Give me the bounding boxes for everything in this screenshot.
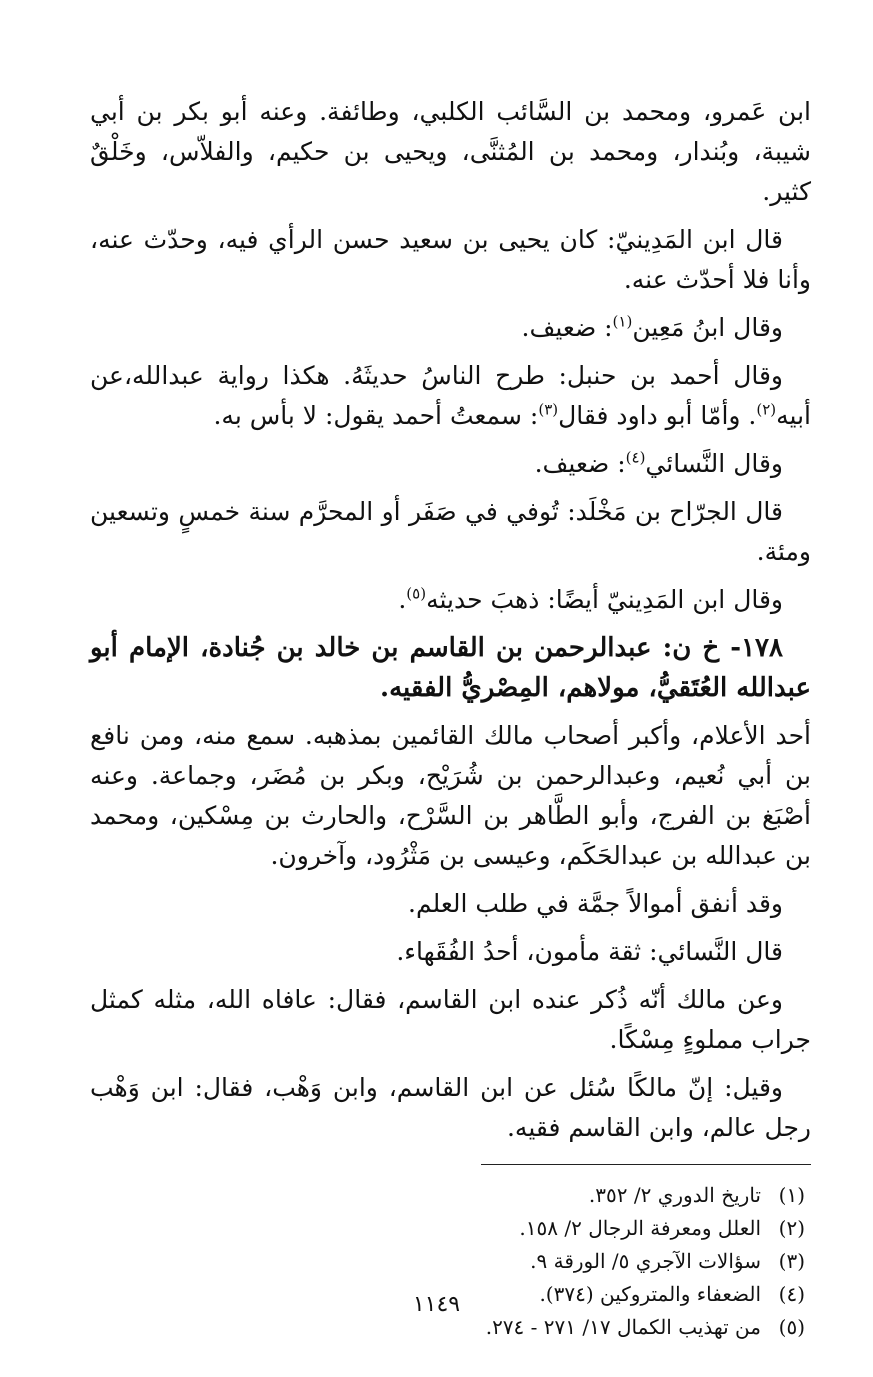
paragraph: قال الجرّاح بن مَخْلَد: تُوفي في صَفَر أو المحرَّم سنة خمسٍ وتسعين ومئة. xyxy=(90,497,811,566)
footnote-number: (٣) xyxy=(778,1249,805,1273)
footnote-ref[interactable]: (٥) xyxy=(406,584,427,603)
paragraph xyxy=(90,580,811,620)
paragraph-text: . وأمّا أبو داود فقال xyxy=(558,401,757,430)
footnote-ref[interactable]: (٣) xyxy=(538,400,559,419)
footnote-text: تاريخ الدوري ٢/ ٣٥٢. xyxy=(588,1183,761,1207)
paragraph: وقيل: إنّ مالكًا سُئل عن ابن القاسم، وابن وَهْب، فقال: ابن وَهْب رجل عالم، وابن القاسم فقيه. xyxy=(90,1073,811,1142)
footnote-ref[interactable]: (٤) xyxy=(625,448,646,467)
paragraph: ابن عَمرو، ومحمد بن السَّائب الكلبي، وطائفة. وعنه أبو بكر بن أبي شيبة، وبُندار، ومحمد بن المُثنَّى، ويحيى بن حكيم، والفلاّس، وخَلْقٌ كثير. xyxy=(90,97,811,206)
footnote-ref[interactable]: (١) xyxy=(612,312,633,331)
footnote xyxy=(90,1245,805,1278)
paragraph: قال النَّسائي: ثقة مأمون، أحدُ الفُقَهاء. xyxy=(396,937,783,966)
entry-heading: ١٧٨- خ ن: عبدالرحمن بن القاسم بن خالد بن جُنادة، الإمام أبو عبدالله العُتَقيُّ، مولاهم، المِصْريُّ الفقيه. xyxy=(90,633,811,703)
paragraph-text: . xyxy=(398,585,407,614)
footnote xyxy=(90,1212,805,1245)
footnote-ref[interactable]: (٢) xyxy=(756,400,777,419)
paragraph-text: وقال ابن المَدِينيّ أيضًا: ذهبَ حديثه xyxy=(426,585,783,614)
footnote-text: من تهذيب الكمال ١٧/ ٢٧١ - ٢٧٤. xyxy=(485,1315,761,1339)
paragraph xyxy=(90,356,811,436)
paragraph-text: وقال النَّسائي xyxy=(645,449,783,478)
paragraph: وعن مالك أنّه ذُكر عنده ابن القاسم، فقال: عافاه الله، مثله كمثل جراب مملوءٍ مِسْكًا. xyxy=(90,985,811,1054)
paragraph: أحد الأعلام، وأكبر أصحاب مالك القائمين بمذهبه. سمع منه، ومن نافع بن أبي نُعيم، وعبدالرحمن بن شُرَيْح، وبكر بن مُضَر، وجماعة. وعنه أصْبَغ بن الفرج، وأبو الطَّاهر بن السَّرْح، والحارث بن مِسْكين، ومحمد بن عبدالله بن عبدالحَكَم، وعيسى بن مَثْرُود، وآخرون. xyxy=(90,721,811,870)
footnote-number: (٢) xyxy=(778,1216,805,1240)
footnote-text: العلل ومعرفة الرجال ٢/ ١٥٨. xyxy=(519,1216,761,1240)
paragraph: وقد أنفق أموالاً جمَّة في طلب العلم. xyxy=(408,889,783,918)
footnote-number: (٤) xyxy=(778,1282,805,1306)
footnote-divider xyxy=(481,1164,811,1165)
footnote xyxy=(90,1179,805,1212)
paragraph-text: : ضعيف. xyxy=(534,449,626,478)
footnotes xyxy=(90,1179,811,1344)
footnote-number: (٥) xyxy=(778,1315,805,1339)
paragraph-text: : ضعيف. xyxy=(521,313,613,342)
paragraph-text: وقال ابنُ مَعِين xyxy=(632,313,783,342)
paragraph xyxy=(90,308,811,348)
paragraph-text: : سمعتُ أحمد يقول: لا بأس به. xyxy=(213,401,539,430)
main-text xyxy=(90,92,811,1148)
page-number: ١١٤٩ xyxy=(412,1292,461,1317)
paragraph-text: وقال أحمد بن حنبل: طرح الناسُ حديثَهُ. هكذا رواية عبدالله،عن أبيه xyxy=(90,361,811,430)
paragraph xyxy=(90,444,811,484)
footnote-text: الضعفاء والمتروكين (٣٧٤). xyxy=(539,1282,761,1306)
footnote-number: (١) xyxy=(778,1183,805,1207)
footnote-text: سؤالات الآجري ٥/ الورقة ٩. xyxy=(530,1249,761,1273)
paragraph: قال ابن المَدِينيّ: كان يحيى بن سعيد حسن الرأي فيه، وحدّث عنه، وأنا فلا أحدّث عنه. xyxy=(90,225,811,294)
